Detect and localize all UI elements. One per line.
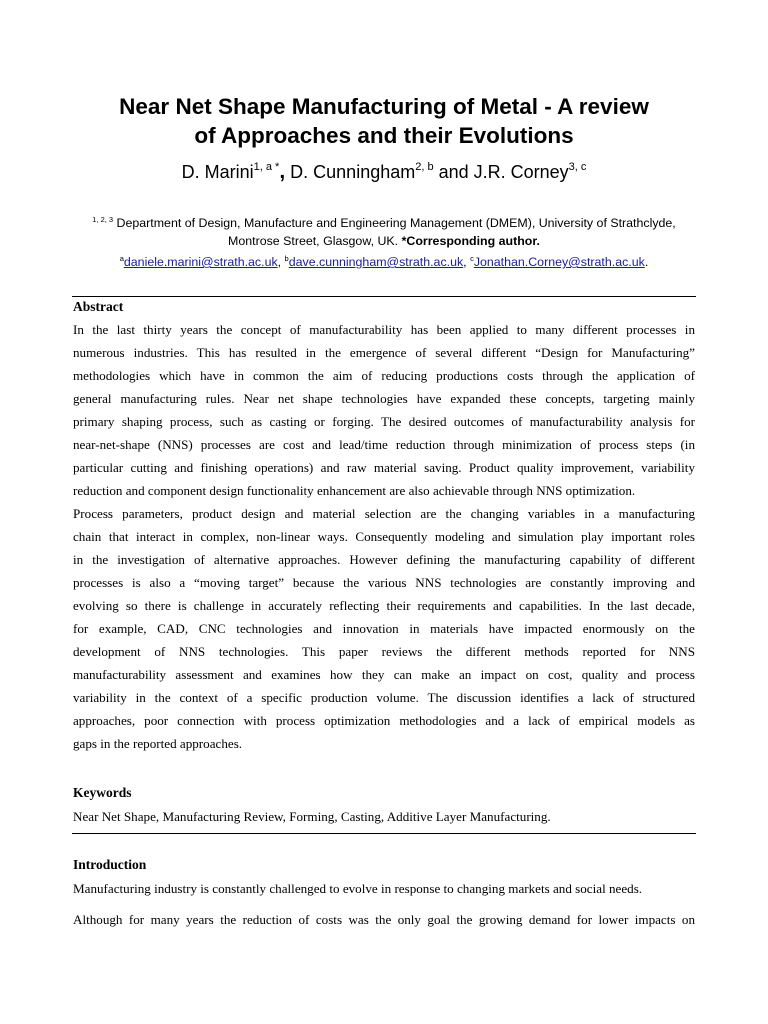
abstract-line: processes is also a “moving target” because the various NNS technologies are constantly improving and	[73, 575, 695, 590]
abstract-line: methodologies which have in common the aim of reducing productions costs through the application of	[73, 368, 695, 383]
abstract-line: In the last thirty years the concept of manufacturability has been applied to many different processes in	[73, 322, 695, 337]
abstract-heading: Abstract	[73, 299, 124, 314]
author-1-affiliation: 1, a *	[253, 161, 280, 173]
introduction-line: Although for many years the reduction of costs was the only goal the growing demand for lower impacts on	[73, 912, 695, 927]
author-3-affiliation: 3, c	[568, 161, 587, 173]
email-marker-a: a	[119, 254, 124, 263]
affiliation-line-1	[50, 214, 718, 232]
email-list	[40, 253, 728, 271]
author-2-affiliation: 2, b	[415, 161, 434, 173]
title-line-1: Near Net Shape Manufacturing of Metal - A review	[119, 94, 649, 119]
author-list	[40, 160, 728, 184]
paper-title	[40, 92, 728, 150]
abstract-body	[73, 318, 695, 755]
introduction-heading: Introduction	[73, 857, 147, 872]
affiliation	[50, 214, 718, 250]
abstract-line: general manufacturing rules. Near net shape technologies have expanded these concepts, targeting mainly	[73, 391, 695, 406]
abstract-line: development of NNS technologies. This paper reviews the different methods reported for NNS	[73, 644, 695, 659]
author-1-name: D. Marini	[181, 162, 254, 182]
keywords-body	[73, 805, 695, 828]
abstract-line: near-net-shape (NNS) processes are cost and lead/time reduction through minimization of process steps (in	[73, 437, 695, 452]
email-separator: ,	[277, 255, 285, 269]
abstract-line: manufacturability assessment and examines how they can make an impact on cost, quality and process	[73, 667, 695, 682]
affiliation-marker: 1, 2, 3	[92, 215, 114, 224]
divider-top	[72, 296, 696, 297]
title-line-2: of Approaches and their Evolutions	[194, 123, 574, 148]
keywords-heading: Keywords	[73, 785, 132, 800]
abstract-line: primary shaping process, such as casting or forging. The desired outcomes of manufacturability analysis for	[73, 414, 695, 429]
affiliation-department: Department of Design, Manufacture and Engineering Management (DMEM), University of Strathclyde,	[113, 216, 676, 230]
abstract-line: chain that interact in complex, non-linear ways. Consequently modeling and simulation play important roles	[73, 529, 695, 544]
email-link-cunningham[interactable]: dave.cunningham@strath.ac.uk	[288, 255, 464, 269]
corresponding-author-note: *Corresponding author.	[401, 234, 540, 248]
email-marker-c: c	[470, 254, 474, 263]
author-separator: ,	[279, 160, 286, 183]
email-link-corney[interactable]: Jonathan.Corney@strath.ac.uk	[473, 255, 645, 269]
abstract-line: Process parameters, product design and material selection are the changing variables in a manufacturing	[73, 506, 695, 521]
email-link-marini[interactable]: daniele.marini@strath.ac.uk	[123, 255, 278, 269]
introduction-paragraph-2	[73, 908, 695, 931]
abstract-line: approaches, poor connection with process optimization methodologies and a lack of empirical models as	[73, 713, 695, 728]
divider-bottom	[72, 833, 696, 834]
author-3-name: and J.R. Corney	[433, 162, 569, 182]
keywords-text: Near Net Shape, Manufacturing Review, Forming, Casting, Additive Layer Manufacturing.	[73, 809, 551, 824]
abstract-line: particular cutting and finishing operations) and raw material saving. Product quality improvement, variability	[73, 460, 695, 475]
abstract-line: evolving so there is challenge in accurately reflecting their requirements and capabilities. In the last decade,	[73, 598, 695, 613]
author-2-name: D. Cunningham	[285, 162, 416, 182]
email-marker-b: b	[284, 254, 289, 263]
affiliation-address: Montrose Street, Glasgow, UK.	[228, 234, 402, 248]
affiliation-line-2	[50, 232, 718, 250]
abstract-line: variability in the context of a specific production volume. The discussion identifies a lack of structured	[73, 690, 695, 705]
introduction-line: Manufacturing industry is constantly challenged to evolve in response to changing markets and social needs.	[73, 881, 643, 896]
abstract-line: gaps in the reported approaches.	[73, 736, 243, 751]
email-separator: ,	[463, 255, 471, 269]
abstract-line: reduction and component design functionality enhancement are also achievable through NNS optimization.	[73, 483, 636, 498]
email-terminator: .	[644, 255, 649, 269]
abstract-line: in the investigation of alternative approaches. However defining the manufacturing capability of different	[73, 552, 695, 567]
abstract-line: numerous industries. This has resulted in the emergence of several different “Design for Manufacturing”	[73, 345, 695, 360]
introduction-paragraph-1	[73, 877, 695, 900]
abstract-line: for example, CAD, CNC technologies and innovation in materials have impacted enormously on the	[73, 621, 695, 636]
